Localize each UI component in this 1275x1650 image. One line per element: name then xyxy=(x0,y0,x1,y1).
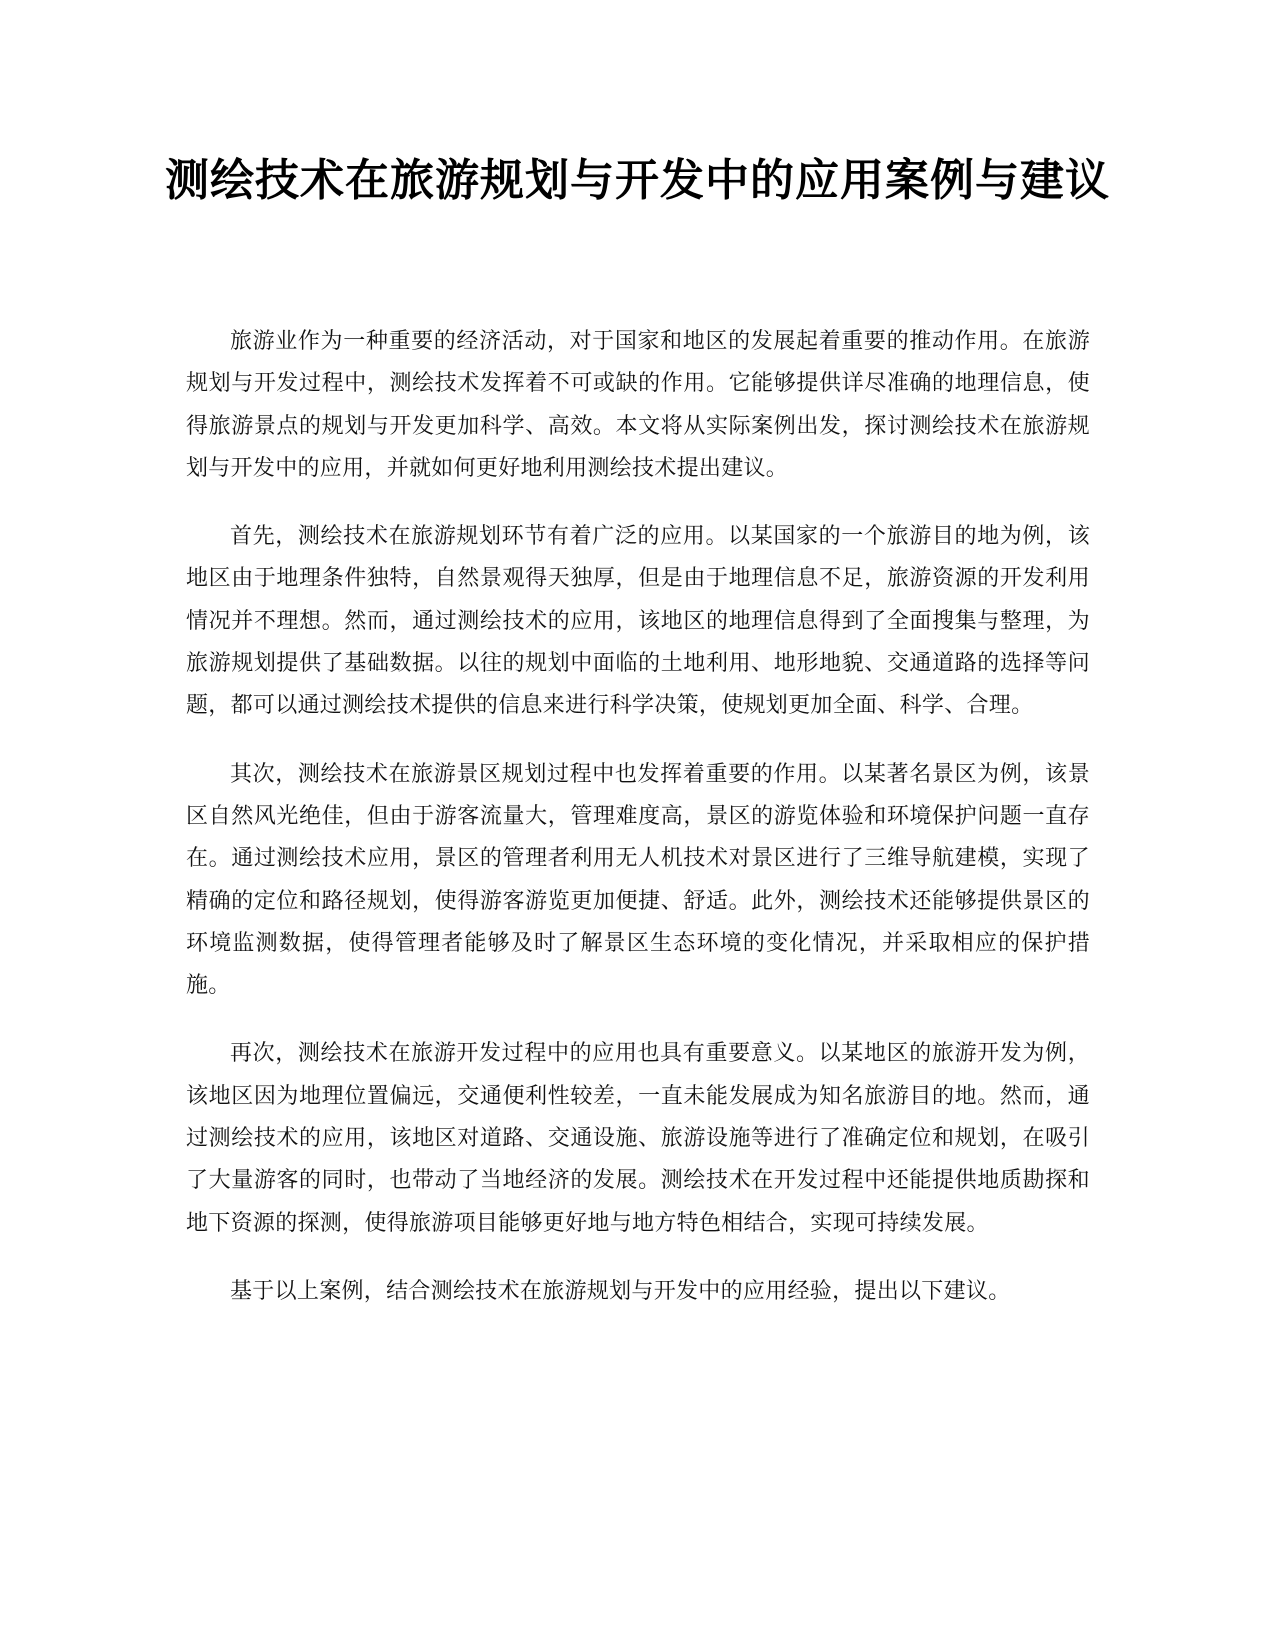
document-title: 测绘技术在旅游规划与开发中的应用案例与建议 xyxy=(165,155,1110,206)
paragraph-scenic-area: 其次，测绘技术在旅游景区规划过程中也发挥着重要的作用。以某著名景区为例，该景区自然风光绝佳，但由于游客流量大，管理难度高，景区的游览体验和环境保护问题一直存在。通过测绘技术应用，景区的管理者利用无人机技术对景区进行了三维导航建模，实现了精确的定位和路径规划，使得游客游览更加便捷、舒适。此外，测绘技术还能够提供景区的环境监测数据，使得管理者能够及时了解景区生态环境的变化情况，并采取相应的保护措施。 xyxy=(186,761,1090,999)
paragraph-suggestions-intro: 基于以上案例，结合测绘技术在旅游规划与开发中的应用经验，提出以下建议。 xyxy=(230,1278,1011,1304)
paragraph-planning: 首先，测绘技术在旅游规划环节有着广泛的应用。以某国家的一个旅游目的地为例，该地区由于地理条件独特，自然景观得天独厚，但是由于地理信息不足，旅游资源的开发利用情况并不理想。然而，通过测绘技术的应用，该地区的地理信息得到了全面搜集与整理，为旅游规划提供了基础数据。以往的规划中面临的土地利用、地形地貌、交通道路的选择等问题，都可以通过测绘技术提供的信息来进行科学决策，使规划更加全面、科学、合理。 xyxy=(186,524,1090,719)
paragraph-development: 再次，测绘技术在旅游开发过程中的应用也具有重要意义。以某地区的旅游开发为例，该地区因为地理位置偏远，交通便利性较差，一直未能发展成为知名旅游目的地。然而，通过测绘技术的应用，该地区对道路、交通设施、旅游设施等进行了准确定位和规划，在吸引了大量游客的同时，也带动了当地经济的发展。测绘技术在开发过程中还能提供地质勘探和地下资源的探测，使得旅游项目能够更好地与地方特色相结合，实现可持续发展。 xyxy=(186,1041,1090,1236)
paragraph-intro: 旅游业作为一种重要的经济活动，对于国家和地区的发展起着重要的推动作用。在旅游规划与开发过程中，测绘技术发挥着不可或缺的作用。它能够提供详尽准确的地理信息，使得旅游景点的规划与开发更加科学、高效。本文将从实际案例出发，探讨测绘技术在旅游规划与开发中的应用，并就如何更好地利用测绘技术提出建议。 xyxy=(186,329,1090,481)
document-body xyxy=(186,321,1090,1339)
